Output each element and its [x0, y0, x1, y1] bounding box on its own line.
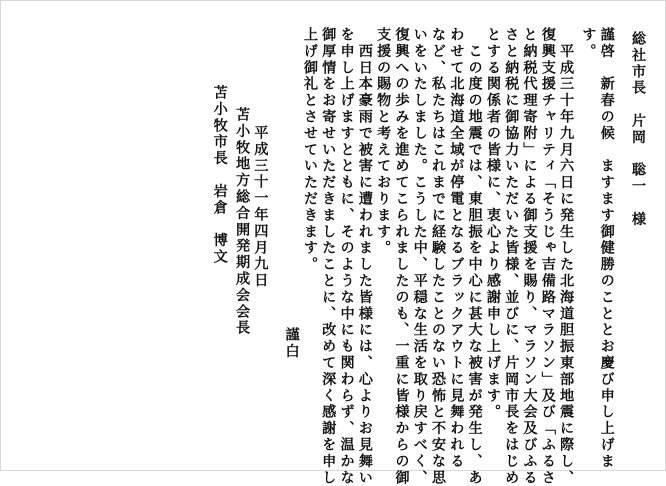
paragraph1-line-1: 平成三十年九月六日に発生した北海道胆振東部地震に際し、 — [558, 27, 575, 486]
sender-name: 苫小牧市長 岩倉 博文 — [211, 85, 228, 266]
letter-body — [210, 27, 647, 486]
paragraph1-line-4: さと納税に御協力いただいた皆様、並びに、片岡市長をはじめ — [503, 27, 520, 486]
spacer — [269, 27, 282, 455]
paragraph1-line-5: とする関係者の皆様に、衷心より感謝申し上げます。 — [484, 27, 501, 421]
paragraph2-line-5: 復興への歩みを進めてこられましたのも、一重に皆様からの御 — [393, 27, 410, 486]
paragraph3-line-4: 上げ御礼とさせていただきます。 — [301, 27, 318, 273]
closing-kinpaku: 謹白 — [283, 327, 300, 360]
letter-date: 平成三十一年四月九日 — [252, 125, 269, 289]
paragraph2-line-3: など、私たちはこれまでに経験したことのない恐怖と不安な思 — [430, 27, 447, 486]
greeting-line-1: 謹啓 新春の候 ますます御健勝のこととお慶び申し上げま — [598, 27, 615, 470]
spacer — [575, 27, 579, 455]
paragraph3-line-3: 御厚情をお寄せいただきましたことに、改めて深く感謝を申し — [320, 27, 337, 486]
addressee: 総社市長 片岡 聡一 様 — [630, 31, 646, 228]
sender-association: 苫小牧地方総合開発期成会会長 — [234, 107, 251, 337]
paragraph1-line-3: と納税代理寄附」による御支援を賜り、マラソン大会及びふる — [521, 27, 538, 486]
spacer — [616, 27, 629, 455]
paragraph1-line-2: 復興支援チャリティ「そうじゃ吉備路マラソン」及び「ふるさ — [539, 27, 556, 486]
greeting-line-2: す。 — [580, 27, 597, 60]
paragraph2-line-4: いをいたしました。こうした中、平穏な生活を取り戻すべく、 — [411, 27, 428, 486]
paragraph2-line-1: この度の地震では、東胆振を中心に甚大な被害が発生し、あ — [466, 27, 483, 486]
paragraph3-line-2: を申し上げますとともに、そのような中にも関わらず、温かな — [338, 27, 355, 486]
paragraph2-line-6: 支援の賜物と考えております。 — [375, 27, 392, 257]
paragraph3-line-1: 西日本豪雨で被害に遭われました皆様には、心よりお見舞い — [356, 27, 373, 486]
paragraph2-line-2: わせて北海道全域が停電となるブラックアウトに見舞われる — [448, 27, 465, 470]
